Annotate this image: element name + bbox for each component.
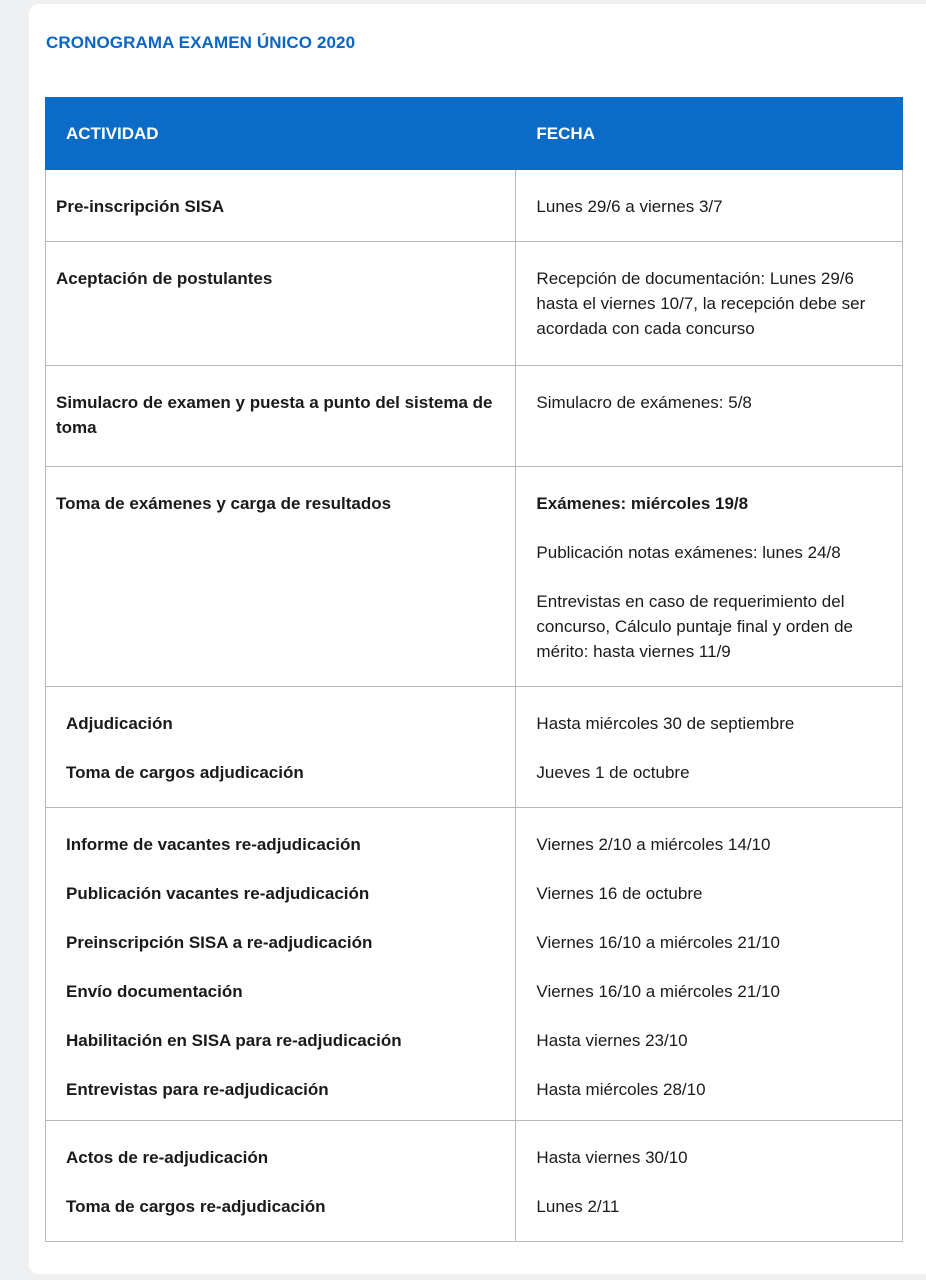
activity-cell [46, 242, 516, 366]
table-row [46, 467, 903, 687]
activity-cell [46, 170, 516, 242]
date-label: Viernes 16/10 a miércoles 21/10 [536, 982, 780, 1001]
date-cell [516, 467, 903, 687]
schedule-table [45, 97, 903, 1242]
date-label: Hasta viernes 30/10 [536, 1148, 688, 1167]
date-label: Hasta viernes 23/10 [536, 1031, 688, 1050]
date-label: Simulacro de exámenes: 5/8 [536, 393, 752, 412]
date-cell [516, 242, 903, 366]
activity-cell [46, 1121, 516, 1242]
date-cell [516, 1121, 903, 1242]
table-row [46, 1121, 903, 1242]
date-label: Viernes 2/10 a miércoles 14/10 [536, 835, 771, 854]
table-row [46, 366, 903, 467]
activity-label: Toma de cargos re-adjudicación [66, 1197, 326, 1216]
activity-cell [46, 808, 516, 1121]
date-label: Viernes 16 de octubre [536, 884, 703, 903]
date-cell [516, 808, 903, 1121]
activity-label: Toma de cargos adjudicación [66, 763, 304, 782]
activity-label: Informe de vacantes re-adjudicación [66, 835, 361, 854]
activity-cell [46, 467, 516, 687]
table-row [46, 687, 903, 808]
date-label: Entrevistas en caso de requerimiento del concurso, Cálculo puntaje final y orden de mérito: hasta viernes 11/9 [536, 592, 854, 661]
date-label: Jueves 1 de octubre [536, 763, 690, 782]
activity-label: Actos de re-adjudicación [66, 1148, 269, 1167]
date-label: Lunes 29/6 a viernes 3/7 [536, 197, 723, 216]
date-label: Exámenes: miércoles 19/8 [536, 494, 749, 513]
activity-label: Aceptación de postulantes [56, 269, 273, 288]
date-cell [516, 687, 903, 808]
date-label: Hasta miércoles 28/10 [536, 1080, 706, 1099]
column-header-activity: ACTIVIDAD [46, 98, 516, 170]
date-label: Recepción de documentación: Lunes 29/6 hasta el viernes 10/7, la recepción debe ser acordada con cada concurso [536, 269, 866, 338]
activity-label: Pre-inscripción SISA [56, 197, 225, 216]
table-row [46, 170, 903, 242]
column-header-date: FECHA [516, 98, 903, 170]
activity-cell [46, 366, 516, 467]
activity-label: Preinscripción SISA a re-adjudicación [66, 933, 373, 952]
activity-label: Entrevistas para re-adjudicación [66, 1080, 329, 1099]
date-label: Hasta miércoles 30 de septiembre [536, 714, 795, 733]
date-label: Publicación notas exámenes: lunes 24/8 [536, 543, 841, 562]
date-cell [516, 170, 903, 242]
activity-label: Adjudicación [66, 714, 173, 733]
activity-label: Habilitación en SISA para re-adjudicación [66, 1031, 402, 1050]
page-title: CRONOGRAMA EXAMEN ÚNICO 2020 [46, 33, 356, 52]
date-cell [516, 366, 903, 467]
activity-label: Toma de exámenes y carga de resultados [56, 494, 392, 513]
date-label: Viernes 16/10 a miércoles 21/10 [536, 933, 780, 952]
table-row [46, 808, 903, 1121]
date-label: Lunes 2/11 [536, 1197, 620, 1216]
table-row [46, 242, 903, 366]
table-header-row [46, 98, 903, 170]
activity-label: Publicación vacantes re-adjudicación [66, 884, 370, 903]
activity-label: Simulacro de examen y puesta a punto del sistema de toma [56, 393, 493, 437]
activity-label: Envío documentación [66, 982, 243, 1001]
activity-cell [46, 687, 516, 808]
